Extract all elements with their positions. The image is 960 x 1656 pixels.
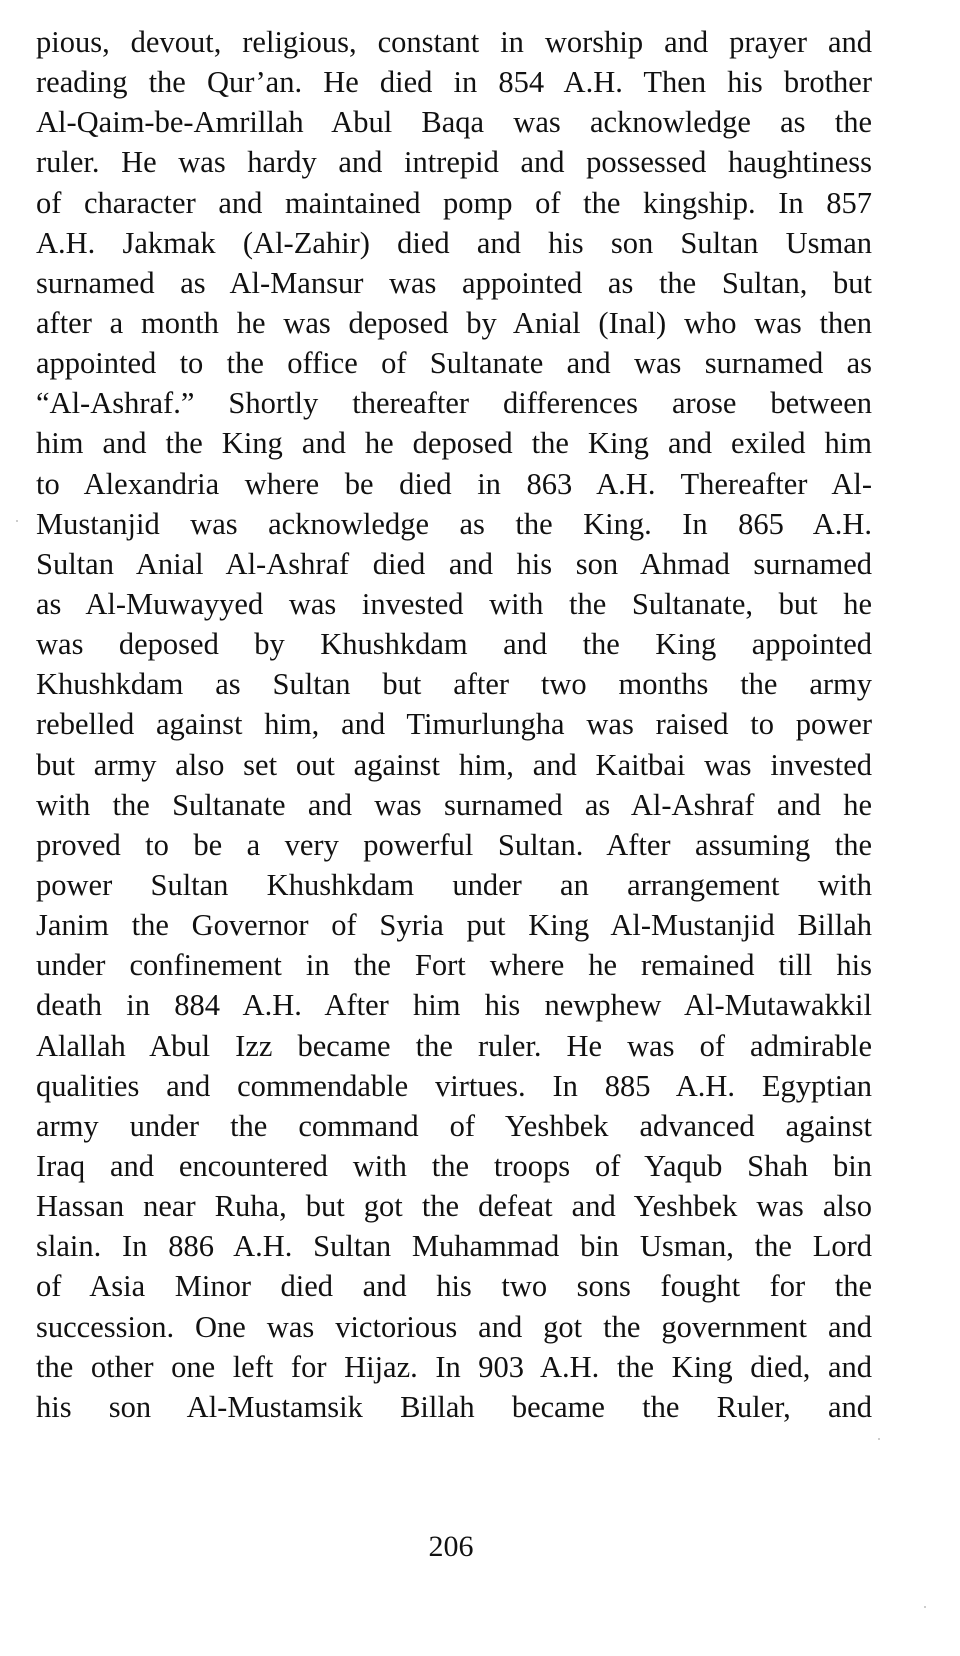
text-line: ruler. He was hardy and intrepid and possessed haughtiness [36,145,872,180]
text-line: of Asia Minor died and his two sons fought for the [36,1269,872,1304]
body-text [36,22,872,1427]
text-line: death in 884 A.H. After him his newphew Al-Mutawakkil [36,988,872,1023]
text-line: after a month he was deposed by Anial (Inal) who was then [36,305,872,340]
text-line: power Sultan Khushkdam under an arrangement with [36,867,872,902]
text-line: Mustanjid was acknowledge as the King. In 865 A.H. [36,506,872,541]
text-line: Hassan near Ruha, but got the defeat and Yeshbek was also [36,1189,872,1224]
text-line: to Alexandria where be died in 863 A.H. Thereafter Al- [36,466,872,501]
text-line: Khushkdam as Sultan but after two months the army [36,667,872,702]
text-line: but army also set out against him, and Kaitbai was invested [36,747,872,782]
text-line: of character and maintained pomp of the kingship. In 857 [36,185,872,220]
text-line: slain. In 886 A.H. Sultan Muhammad bin Usman, the Lord [36,1229,872,1264]
text-line: surnamed as Al-Mansur was appointed as the Sultan, but [36,265,872,300]
text-line: A.H. Jakmak (Al-Zahir) died and his son Sultan Usman [36,225,872,260]
scan-speck [16,520,18,522]
text-line: qualities and commendable virtues. In 885 A.H. Egyptian [36,1068,872,1103]
text-line: under confinement in the Fort where he remained till his [36,948,872,983]
text-line: Alallah Abul Izz became the ruler. He was of admirable [36,1028,872,1063]
text-line: succession. One was victorious and got the government and [36,1309,872,1344]
scan-speck [878,1438,880,1440]
text-line: him and the King and he deposed the King and exiled him [36,426,872,461]
text-line: “Al-Ashraf.” Shortly thereafter differences arose between [36,386,872,421]
text-line: with the Sultanate and was surnamed as Al-Ashraf and he [36,787,872,822]
text-line: army under the command of Yeshbek advanced against [36,1108,872,1143]
text-line: his son Al-Mustamsik Billah became the Ruler, and [36,1389,872,1424]
text-line: proved to be a very powerful Sultan. After assuming the [36,827,872,862]
text-line: rebelled against him, and Timurlungha was raised to power [36,707,872,742]
text-line: reading the Qur’an. He died in 854 A.H. Then his brother [36,65,872,100]
text-line: was deposed by Khushkdam and the King appointed [36,627,872,662]
text-line: Janim the Governor of Syria put King Al-Mustanjid Billah [36,908,872,943]
page-number: 206 [428,1530,474,1563]
text-line: Al-Qaim-be-Amrillah Abul Baqa was acknowledge as the [36,105,872,140]
text-line: appointed to the office of Sultanate and was surnamed as [36,346,872,381]
scan-speck [924,1606,926,1608]
text-line: the other one left for Hijaz. In 903 A.H. the King died, and [36,1349,872,1384]
text-line: as Al-Muwayyed was invested with the Sultanate, but he [36,586,872,621]
text-line: Iraq and encountered with the troops of Yaqub Shah bin [36,1148,872,1183]
text-line: pious, devout, religious, constant in worship and prayer and [36,25,872,59]
text-line: Sultan Anial Al-Ashraf died and his son Ahmad surnamed [36,546,872,581]
